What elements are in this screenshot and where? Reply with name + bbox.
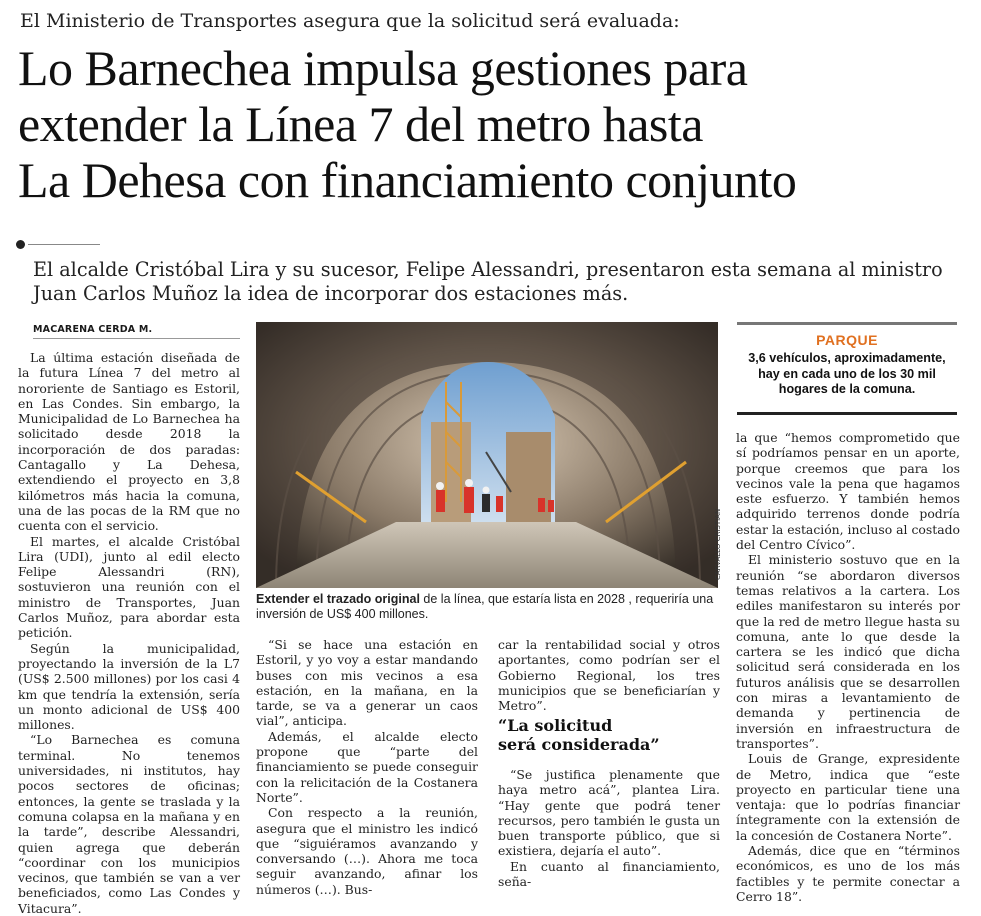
headline-line: Lo Barnechea impulsa gestiones para — [18, 40, 748, 96]
paragraph: car la rentabilidad social y otros aportantes, como podrían ser el Gobierno Regional, los tres municipios que se beneficiarían y Metro”. — [498, 637, 720, 714]
caption-bold: Extender el trazado original — [256, 592, 420, 606]
caption-text: de la línea, que estaría lista en 2028 , requeriría una inversión de US$ 400 millones. — [256, 592, 714, 621]
column-1 — [18, 350, 240, 916]
tunnel-illustration — [256, 322, 718, 588]
paragraph: La última estación diseñada de la futura Línea 7 del metro al nororiente de Santiago es Estoril, en Las Condes. Sin embargo, la Municipalidad de Lo Barnechea ha solicitado desde 2018 la incorporación de dos paradas: Cantagallo y La Dehesa, extendiendo el proyecto en 3,8 kilómetros más hacia la comuna, una de las pocas de la RM que no cuenta con el servicio. — [18, 350, 240, 534]
paragraph: Además, el alcalde electo propone que “parte del financiamiento se puede conseguir con la relicitación de la Costanera Norte”. — [256, 728, 478, 805]
tunnel-photo — [256, 322, 718, 588]
byline: MACARENA CERDA M. — [33, 324, 153, 335]
photo-credit: CARVALLO CRISTIAN — [714, 508, 722, 580]
headline-line: La Dehesa con financiamiento conjunto — [18, 152, 797, 208]
paragraph: En cuanto al financiamiento, seña- — [498, 858, 720, 890]
subtitle-line: “La solicitud — [498, 716, 613, 735]
paragraph: “Lo Barnechea es comuna terminal. No tenemos universidades, ni institutos, hay pocos sectores de oficinas; entonces, la gente se traslada y la comuna colapsa en la mañana y en la tarde”, describe Alessandri, quien agrega que deberán “coordinar con los municipios vecinos, que también se van a ver beneficiados, como Las Condes y Vitacura”. — [18, 732, 240, 916]
kicker: El Ministerio de Transportes asegura que la solicitud será evaluada: — [20, 10, 680, 32]
paragraph: “Se justifica plenamente que haya metro acá”, plantea Lira. “Hay gente que podrá tener recursos, pero también le gusta un buen transporte público, que si existiera, dejaría el auto”. — [498, 767, 720, 859]
subhead: El alcalde Cristóbal Lira y su sucesor, Felipe Alessandri, presentaron esta semana al ministro Juan Carlos Muñoz la idea de incorporar dos estaciones más. — [33, 258, 943, 305]
paragraph: la que “hemos comprometido que sí podríamos pensar en un aporte, porque creemos que para los vecinos vale la pena que hagamos este esfuerzo. Y también hemos adquirido terrenos donde podría estar la estación, incluso al costado del Centro Cívico”. — [736, 430, 960, 553]
column-2 — [256, 637, 478, 897]
divider — [737, 322, 957, 325]
paragraph: Louis de Grange, expresidente de Metro, indica que “este proyecto en particular tiene una ventaja: que lo podrías financiar íntegramente con la extensión de la concesión de Costanera Norte”. — [736, 751, 960, 843]
sidebar-text: 3,6 vehículos, aproximadamente, hay en cada uno de los 30 mil hogares de la comuna. — [748, 351, 946, 396]
paragraph: Con respecto a la reunión, asegura que el ministro les indicó que “siguiéramos avanzando y conversando (…). Ahora me toca seguir avanzando, afinar los números (…). Bus- — [256, 805, 478, 897]
paragraph: El ministerio sostuvo que en la reunión “se abordaron diversos temas relativos a la cartera. Los ediles manifestaron su interés por que la red de metro llegue hasta su comuna, ante lo que desde la cartera se les indicó que dicha solicitud será considerada en los futuros análisis que se desarrollen con miras a levantamiento de demanda y pertinencia de inversión en infraestructura de transportes”. — [736, 552, 960, 751]
headline — [18, 40, 968, 208]
paragraph: Según la municipalidad, proyectando la inversión de la L7 (US$ 2.500 millones) por los casi 4 km que tendría la extensión, sería un monto adicional de US$ 400 millones. — [18, 640, 240, 733]
paragraph: El martes, el alcalde Cristóbal Lira (UDI), junto al edil electo Felipe Alessandri (RN), sostuvieron una reunión con el ministro de Transportes, Juan Carlos Muñoz, para abordar esta petición. — [18, 533, 240, 641]
column-3-continued — [498, 767, 720, 889]
column-3 — [498, 637, 720, 713]
divider — [28, 244, 100, 245]
divider — [33, 338, 240, 339]
photo-caption — [256, 592, 722, 622]
bullet-dot-icon — [16, 240, 25, 249]
column-4 — [736, 430, 960, 904]
paragraph: “Si se hace una estación en Estoril, y yo voy a estar mandando buses con mis vecinos a esa estación, en la mañana, en la tarde, se va a generar un caos vial”, anticipa. — [256, 637, 478, 729]
section-subtitle — [498, 716, 720, 754]
divider — [737, 412, 957, 415]
sidebar-label: PARQUE — [816, 332, 878, 348]
subtitle-line: será considerada” — [498, 735, 660, 754]
sidebar-box — [737, 322, 957, 415]
paragraph: Además, dice que en “términos económicos, es uno de los más factibles y te permite conectar a Cerro 18”. — [736, 843, 960, 904]
headline-line: extender la Línea 7 del metro hasta — [18, 96, 703, 152]
